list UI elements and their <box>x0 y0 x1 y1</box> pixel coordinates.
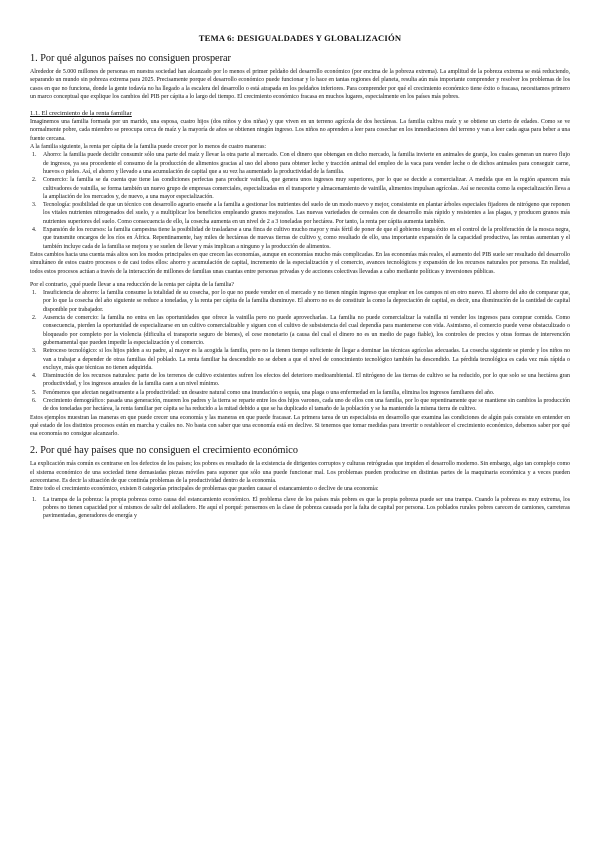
list-item: 4. Disminución de los recursos naturales: parte de los terrenos de cultivo existentes sufren los efectos del deterioro medioambiental. El nitrógeno de las tierras de cultivo se ha reducido, por lo que solo se una hectárea gran productividad, y los ingresos anuales de la familia caen a un nivel mínimo. <box>32 373 570 388</box>
list-item: 1. Insuficiencia de ahorro: la familia consume la totalidad de su cosecha, por lo que no puede vender en el mercado y no tienen ningún ingreso que emplear en los campos ni en otro nuevo. El ahorro del año de comparar que, por lo que la cosecha del año siguiente se reduce a toneladas, y la renta per cápita de la familia disminuye. El ahorro no es de constituir la como la depreciación de capital, es decir, una disminución de la cantidad de capital disponible por trabajador. <box>32 290 570 313</box>
growth-methods-list <box>30 151 570 251</box>
subsection-1-1-paragraph-2: A la familia siguiente, la renta per cápita de la familia puede crecer por lo menos de cuatro maneras: <box>30 144 267 151</box>
list-item: 1. La trampa de la pobreza: la propia pobreza como causa del estancamiento económico. El problema clave de los países más pobres es que la propia pobreza puede ser una trampa. Cuando la pobreza es muy extrema, los pobres no tienen capacidad por sí mismos de salir del atolladero. He aquí el porqué: pensemos en la clase de pobreza causada por la falta de capital por persona. Los poblados rurales pobres carecen de camiones, carreteras pavimentadas, generadores de energía y <box>32 496 570 520</box>
section-1-heading: 1. Por qué algunos países no consiguen prosperar <box>30 53 231 64</box>
section-1-intro: Alrededor de 5.000 millones de personas en nuestra sociedad han alcanzado por lo menos el primer peldaño del desarrollo económico (por encima de la pobreza extrema). La amplitud de la pobreza extrema se está reduciendo, separando un mundo sin pobreza extrema para 2025. Precisamente porque el desarrollo económico puede funcionar y lo hace en tantas regiones del planeta, resulta aún más importante comprender y resolver los problemas de los casos en que no funciona, donde la gente todavía no ha llegado a la escalera del desarrollo o está atrapada en los peldaños inferiores. Para comprender por qué el crecimiento económico tiene éxito o fracasa, necesitamos primero un marco conceptual que explique los cambios del PIB per cápita a lo largo del tiempo. El crecimiento económico fracasa en muchos lugares, especialmente en los países más pobres. <box>30 69 570 100</box>
section-2-heading: 2. Por qué hay países que no consiguen el crecimiento económico <box>30 445 298 457</box>
stagnation-problems-list <box>30 496 570 521</box>
section-1-closing: Estos ejemplos muestran las maneras en que puede crecer una economía y las maneras en que puede fracasar. La primera tarea de un especialista en desarrollo que examina las condiciones de algún país consiste en entender en qué estado de los distintos procesos están en marcha y cuáles no. No basta con saber que una economía está en declive. Si tenemos que tomar medidas para invertir o restablecer el crecimiento económico, debemos saber por qué esa economía no consigue alcanzarlo. <box>30 414 570 438</box>
list-item: 2. Ausencia de comercio: la familia no entra en las oportunidades que ofrece la vainilla pero no puede aprovecharlas. La familia no puede comercializar la vainilla ni vender los ingresos para comprar comida. Como consecuencia, pierden la oportunidad de especializarse en un cultivo comercializable y siguen con el cultivo de subsistencia del cual dependía para mantenerse con vida. Asimismo, el comercio puede verse obstaculizado o bloqueado por completo por la violencia (dificulta el transporte seguro de bienes), el cese monetario (a causa del cual el dinero no es un medio de pago fiable), los controles de precios y otras formas de intervención gubernamental que pueden impedir la especialización y el comercio. <box>32 315 570 346</box>
list-item: 4. Expansión de los recursos: la familia campesina tiene la posibilidad de trasladarse a una finca de cultivo mucho mayor y más fértil de poner de que el gobierno tenga éxito en el control de la proliferación de la mosca negra, que transmite oncargos de los ríos en África. Repentinamente, hay miles de hectáreas de nuevas tierras de cultivo y, como resultado de ello, una importante expansión de la capacidad productiva, las rentas aumentan y el también incluye cada de la familia se mejora y se suelen de llevar y más implican a ninguno y la producción de alimentos. <box>32 227 570 250</box>
section-2-intro-2: Entre todo el crecimiento económico, existen 8 categorías principales de problemas que pueden causar el estancamiento o declive de una economía: <box>30 486 379 493</box>
subsection-1-1-paragraph-1: Imaginemos una familia formada por un marido, una esposa, cuatro hijos (dos niños y dos niñas) y que viven en un terreno agrícola de dos hectáreas. La familia cultiva maíz y se obtiene un cierto de edades. Como se ve normalmente pobre, cada miembro se preocupa cerca de maíz y la mayoría de años se obtienen ningún ingreso. Los niños no aprenden a leer para cosechar en los inmediaciones del terreno y van a leer cada agua para beber a una fuente cercana. <box>30 119 570 142</box>
list-item: 3. Retroceso tecnológico: si los hijos piden a su padre, al mayor es la acogida la familia, pero no la tienen tiempo suficiente de llegar a dominar las técnicas agrícolas adecuadas. La cosecha siguiente se pierde y los niños no van a trabajar a depender de otras familias del poblado. La renta familiar ha descendido no se deben a que el nivel de conocimiento tecnológico también ha descendido. La pérdida tecnológica es cada vez más rápida o excluye, más que técnicas no tienen adquirida. <box>32 348 570 371</box>
section-2-intro: La explicación más común es centrarse en los defectos de los países; los pobres es resultado de la existencia de dirigentes corruptos y culturas retrógradas que impiden el desarrollo moderno. Sin embargo, algo tan complejo como el sistema económico de una sociedad tiene demasiadas piezas móviles para suponer que sólo una puede funcionar mal. Los problemas pueden producirse en distintas partes de la maquinaria económica y a veces pueden acrecentarse. Es decir la situación de que continúa problemas de la productividad dentro de la economía. <box>30 461 570 485</box>
subsection-1-1-heading: 1.1. El crecimiento de la renta familiar <box>30 110 132 118</box>
decline-causes-list <box>30 289 570 413</box>
list-item: 5. Fenómenos que afectan negativamente a la productividad: un desastre natural como una inundación o sequía, una plaga o una enfermedad en la familia, elimina los ingresos familiares del año. <box>32 389 495 396</box>
subsection-1-1-paragraph-3: Estos cambios hacia una cuenta más altos son los modos principales en que crecen las economías, aunque en economías mucho más complicadas. En las economías más reales, el aumento del PIB suele ser resultado del desarrollo simultáneo de estos cuatro procesos o de casi todos ellos: ahorro y acumulación de capital, incremento de la especialización y el comercio, avances tecnológicos y expansión de los recursos naturales por persona. En realidad, todos estos procesos actúan a través de la interacción de millones de familias unas cuantas entre personas privadas y de acciones colectivas llevadas a cabo mediante políticas y inversiones públicas. <box>30 251 570 275</box>
document-title: TEMA 6: DESIGUALDADES Y GLOBALIZACIÓN <box>198 33 402 43</box>
list-item: 1. Ahorro: la familia puede decidir consumir sólo una parte del maíz y llevar la otra parte al mercado. Con el dinero que obtengan en dicho mercado, la familia invierte en animales de granja, los cuales generan un nuevo flujo de ingresos, ya sea procedente el consumo de la producción de alimentos gracias al uso del abono para obtener leche y tracción animal del empleo de la vaca para vender leche o de dichos animales para conseguir carne, huevos o pieles. Así, el ahorro y llevado a una acumulación de capital que a su vez ha aumentado la productividad de la familia. <box>32 152 570 175</box>
decline-intro: Por el contrario, ¿qué puede llevar a una reducción de la renta per cápita de la familia? <box>30 281 234 288</box>
list-item: 6. Crecimiento demográfico: pasada una generación, mueren los padres y la tierra se reparte entre los dos hijos varones, cada uno de ellos con una familia, por lo que repentinamente que se mantiene sin cambios la producción de dos toneladas por hectárea, la renta familiar per cápita se ha reducido a la mitad debido a que se ha duplicado el tamaño de la población y se ha mantenido la misma tierra de cultivo. <box>32 397 570 413</box>
list-item: 2. Comercio: la familia se da cuenta que tiene las condiciones perfectas para producir vainilla, que genera unos ingresos muy superiores, por lo que se decide a comercializar. A medida que en la región aparecen más cultivadores de vainilla, se forma también un nuevo grupo de empresas comerciales, especializadas en el transporte y almacenamiento de vainilla, alimentos impulsan agrícolas. Así se necesita como la especialización lleva a la ampliación de los mercados y, de nuevo, a una mayor especialización. <box>32 177 570 200</box>
list-item: 3. Tecnología: posibilidad de que un técnico con desarrollo agrario enseñe a la familia a gestionar los nutrientes del suelo de un modo nuevo y mejor, consistente en plantar árboles especiales fijadores de nitrógeno que reponen los vitales nutrientes nitrogenados del suelo, y a multiplicar los beneficios empleando granos mejorados. Las nuevas variedades de cereales con de desarrollo más rápido y resistentes a las plagas, y producen granos más nutrientes superiores del suelo. Como consecuencia de ello, la cosecha aumenta en un nivel de 2 a 3 toneladas por hectárea. Por tanto, la renta per cápita aumenta también. <box>32 202 570 225</box>
